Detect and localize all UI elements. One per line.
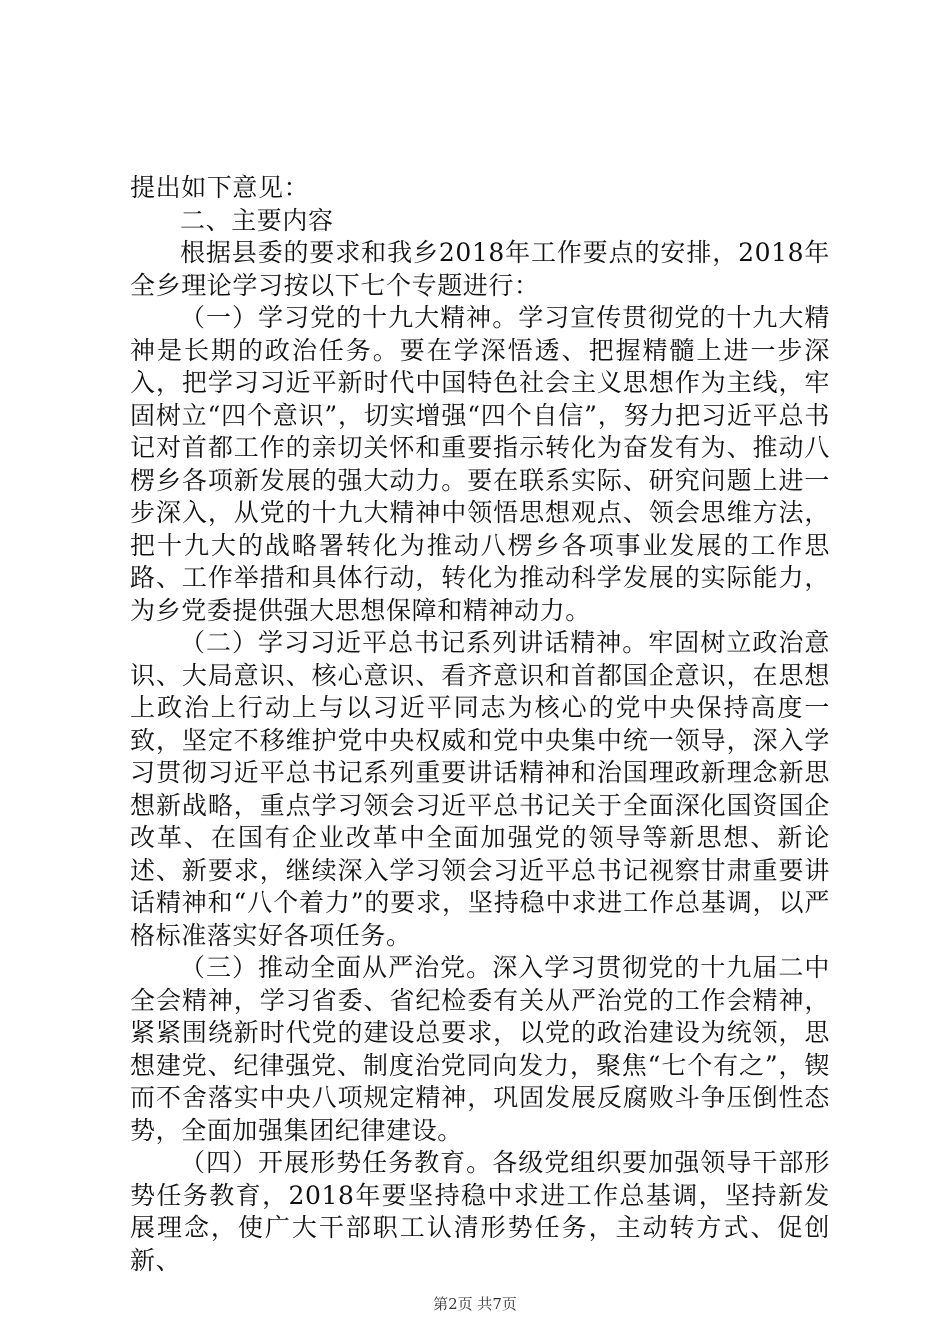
document-body <box>130 172 830 1277</box>
paragraph-intro: 提出如下意见： <box>130 173 310 202</box>
paragraph-topic-1: （一）学习党的十九大精神。学习宣传贯彻党的十九大精神是长期的政治任务。要在学深悟透、把握精髓上进一步深入，把学习习近平新时代中国特色社会主义思想作为主线，牢固树立“四个意识”，切实增强“四个自信”，努力把习近平总书记对首都工作的亲切关怀和重要指示转化为奋发有为、推动八楞乡各项新发展的强大动力。要在联系实际、研究问题上进一步深入，从党的十九大精神中领悟思想观点、领会思维方法，把十九大的战略署转化为推动八楞乡各项事业发展的工作思路、工作举措和具体行动，转化为推动科学发展的实际能力，为乡党委提供强大思想保障和精神动力。 <box>130 303 830 625</box>
paragraph-overview: 根据县委的要求和我乡2018年工作要点的安排，2018年全乡理论学习按以下七个专题进行： <box>130 238 830 300</box>
page-number-footer: 第2页 共7页 <box>433 1295 517 1313</box>
paragraph-topic-4: （四）开展形势任务教育。各级党组织要加强领导干部形势任务教育，2018年要坚持稳中求进工作总基调，坚持新发展理念，使广大干部职工认清形势任务，主动转方式、促创新、 <box>130 1148 830 1275</box>
section-heading: 二、主要内容 <box>180 205 334 235</box>
paragraph-topic-2: （二）学习习近平总书记系列讲话精神。牢固树立政治意识、大局意识、核心意识、看齐意识和首都国企意识，在思想上政治上行动上与以习近平同志为核心的党中央保持高度一致，坚定不移维护党中央权威和党中央集中统一领导，深入学习贯彻习近平总书记系列重要讲话精神和治国理政新理念新思想新战略，重点学习领会习近平总书记关于全面深化国资国企改革、在国有企业改革中全面加强党的领导等新思想、新论述、新要求，继续深入学习领会习近平总书记视察甘肃重要讲话精神和“八个着力”的要求，坚持稳中求进工作总基调，以严格标准落实好各项任务。 <box>130 628 830 950</box>
paragraph-topic-3: （三）推动全面从严治党。深入学习贯彻党的十九届二中全会精神，学习省委、省纪检委有关从严治党的工作会精神，紧紧围绕新时代党的建设总要求，以党的政治建设为统领，思想建党、纪律强党、制度治党同向发力，聚焦“七个有之”，锲而不舍落实中央八项规定精神，巩固发展反腐败斗争压倒性态势，全面加强集团纪律建设。 <box>130 953 830 1145</box>
